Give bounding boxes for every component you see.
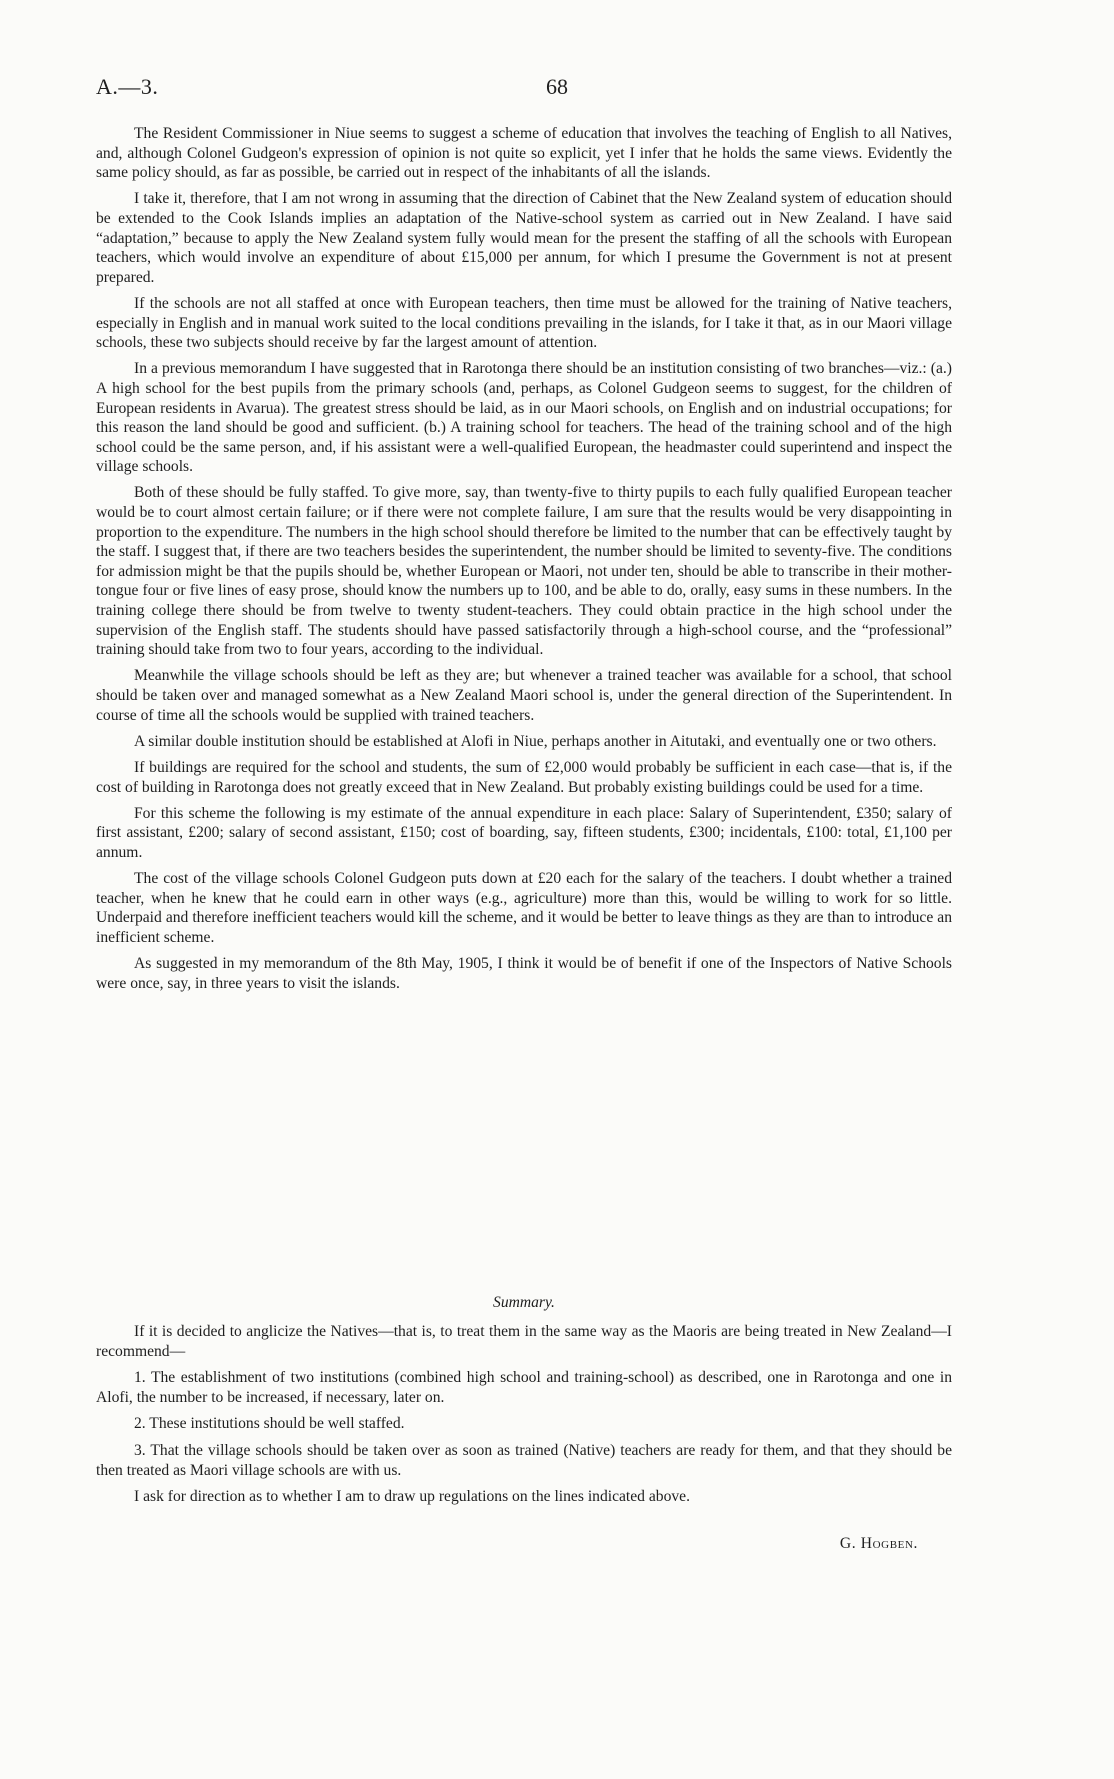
- recommendation-1: 1. The establishment of two institutions (combined high school and training-school) as described, one in Rarotonga and one in Alofi, the number to be increased, if necessary, later on.: [96, 1369, 952, 1406]
- paragraph-3: If the schools are not all staffed at once with European teachers, then time must be allowed for the training of Native teachers, especially in English and in manual work suited to the local conditions prevailing in the islands, for I take it that, as in our Maori village schools, these two subjects should receive by far the largest amount of attention.: [96, 294, 952, 352]
- paragraph-8: If buildings are required for the school and students, the sum of £2,000 would probably be sufficient in each case—that is, if the cost of building in Rarotonga does not greatly exceed that in New Zealand. But probably existing buildings could be used for a time.: [96, 758, 952, 796]
- recommendation-2: 2. These institutions should be well staffed.: [134, 1415, 405, 1433]
- paragraph-9: For this scheme the following is my estimate of the annual expenditure in each place: Salary of Superintendent, £350; salary of first assistant, £200; salary of second assistant, £150; cost of boarding, say, fifteen students, £300; incidentals, £100: total, £1,100 per annum.: [96, 804, 952, 861]
- paragraph-4: In a previous memorandum I have suggested that in Rarotonga there should be an institution consisting of two branches—viz.: (a.) A high school for the best pupils from the primary schools (and, perhaps, as Colonel Gudgeon seems to suggest, for the children of European residents in Avarua). The greatest stress should be laid, as in our Maori schools, on English and on industrial occupations; for this reason the land should be good and sufficient. (b.) A training school for teachers. The head of the training school and of the high school could be the same person, and, if his assistant were a well-qualified European, the headmaster could superintend and inspect the village schools.: [96, 360, 952, 476]
- summary-heading: Summary.: [493, 1294, 555, 1311]
- paragraph-2: I take it, therefore, that I am not wrong in assuming that the direction of Cabinet that the New Zealand system of education should be extended to the Cook Islands implies an adaptation of the Native-school system as carried out in New Zealand. I have said “adaptation,” because to apply the New Zealand system fully would mean for the present the staffing of all the schools with European teachers, which would involve an expenditure of about £15,000 per annum, for which I presume the Government is not at present prepared.: [96, 190, 952, 286]
- page-header: [96, 74, 1018, 104]
- paragraph-10: The cost of the village schools Colonel Gudgeon puts down at £20 each for the salary of the teachers. I doubt whether a trained teacher, when he knew that he could earn in other ways (e.g., agriculture) more than this, would be willing to work for so little. Underpaid and therefore inefficient teachers would kill the scheme, and it would be better to leave things as they are than to introduce an inefficient scheme.: [96, 870, 952, 946]
- paragraph-1: The Resident Commissioner in Niue seems to suggest a scheme of education that involves the teaching of English to all Natives, and, although Colonel Gudgeon's expression of opinion is not quite so explicit, yet I infer that he holds the same views. Evidently the same policy should, as far as possible, be carried out in respect of the inhabitants of all the islands.: [96, 125, 952, 182]
- paragraph-6: Meanwhile the village schools should be left as they are; but whenever a trained teacher was available for a school, that school should be taken over and managed somewhat as a New Zealand Maori school is, under the general direction of the Superintendent. In course of time all the schools would be supplied with trained teachers.: [96, 667, 952, 724]
- summary-closing: I ask for direction as to whether I am to draw up regulations on the lines indicated above.: [134, 1488, 691, 1506]
- signature: G. Hogben.: [839, 1535, 918, 1552]
- paragraph-7: A similar double institution should be established at Alofi in Niue, perhaps another in Aitutaki, and eventually one or two others.: [134, 732, 937, 750]
- summary-intro: If it is decided to anglicize the Natives—that is, to treat them in the same way as the Maoris are being treated in New Zealand—I recommend—: [96, 1323, 952, 1360]
- recommendation-3: 3. That the village schools should be taken over as soon as trained (Native) teachers are ready for them, and that they should be then treated as Maori village schools are with us.: [96, 1441, 952, 1479]
- memorandum-body: [96, 124, 952, 1000]
- summary-section: [96, 1322, 952, 1514]
- paragraph-11: As suggested in my memorandum of the 8th May, 1905, I think it would be of benefit if one of the Inspectors of Native Schools were once, say, in three years to visit the islands.: [96, 955, 952, 992]
- document-code: A.—3.: [96, 74, 159, 99]
- paragraph-5: Both of these should be fully staffed. To give more, say, than twenty-five to thirty pupils to each fully qualified European teacher would be to court almost certain failure; or if there were not complete failure, I am sure that the results would be very disappointing in proportion to the expenditure. The numbers in the high school should therefore be limited to the number that can be effectively taught by the staff. I suggest that, if there are two teachers besides the superintendent, the number should be limited to seventy-five. The conditions for admission might be that the pupils should be, whether European or Maori, not under ten, should be able to transcribe in their mother-tongue four or five lines of easy prose, should know the numbers up to 100, and be able to do, orally, easy sums in these numbers. In the training college there should be from twelve to twenty student-teachers. They could obtain practice in the high school under the supervision of the English staff. The students should have passed satisfactorily through a high-school course, and the “professional” training should take from two to four years, according to the individual.: [96, 484, 952, 659]
- page-number: 68: [546, 74, 568, 99]
